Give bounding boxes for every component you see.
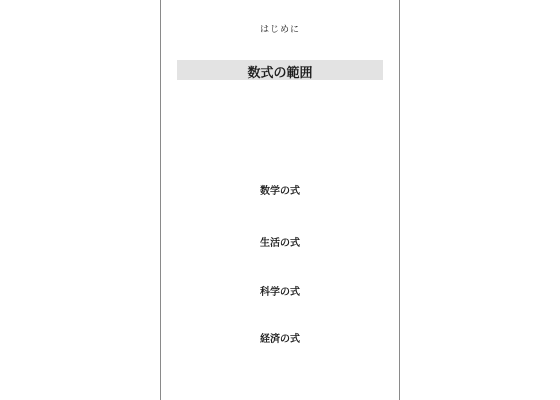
math-section-heading: 数学の式 bbox=[260, 186, 300, 197]
intro-paragraph bbox=[185, 88, 383, 138]
economy-section-heading: 経済の式 bbox=[260, 334, 300, 345]
economy-section-body bbox=[181, 347, 383, 377]
life-section-heading: 生活の式 bbox=[260, 238, 300, 249]
math-section-body bbox=[181, 198, 383, 230]
section-title: 数式の範囲 bbox=[247, 66, 313, 81]
intro-paragraph bbox=[185, 138, 383, 168]
science-section-body bbox=[181, 299, 383, 329]
section-title-banner bbox=[177, 60, 383, 80]
book-page bbox=[160, 0, 400, 400]
chapter-title: はじめに bbox=[259, 25, 300, 35]
life-section-body bbox=[181, 250, 383, 282]
science-section-heading: 科学の式 bbox=[260, 287, 300, 298]
